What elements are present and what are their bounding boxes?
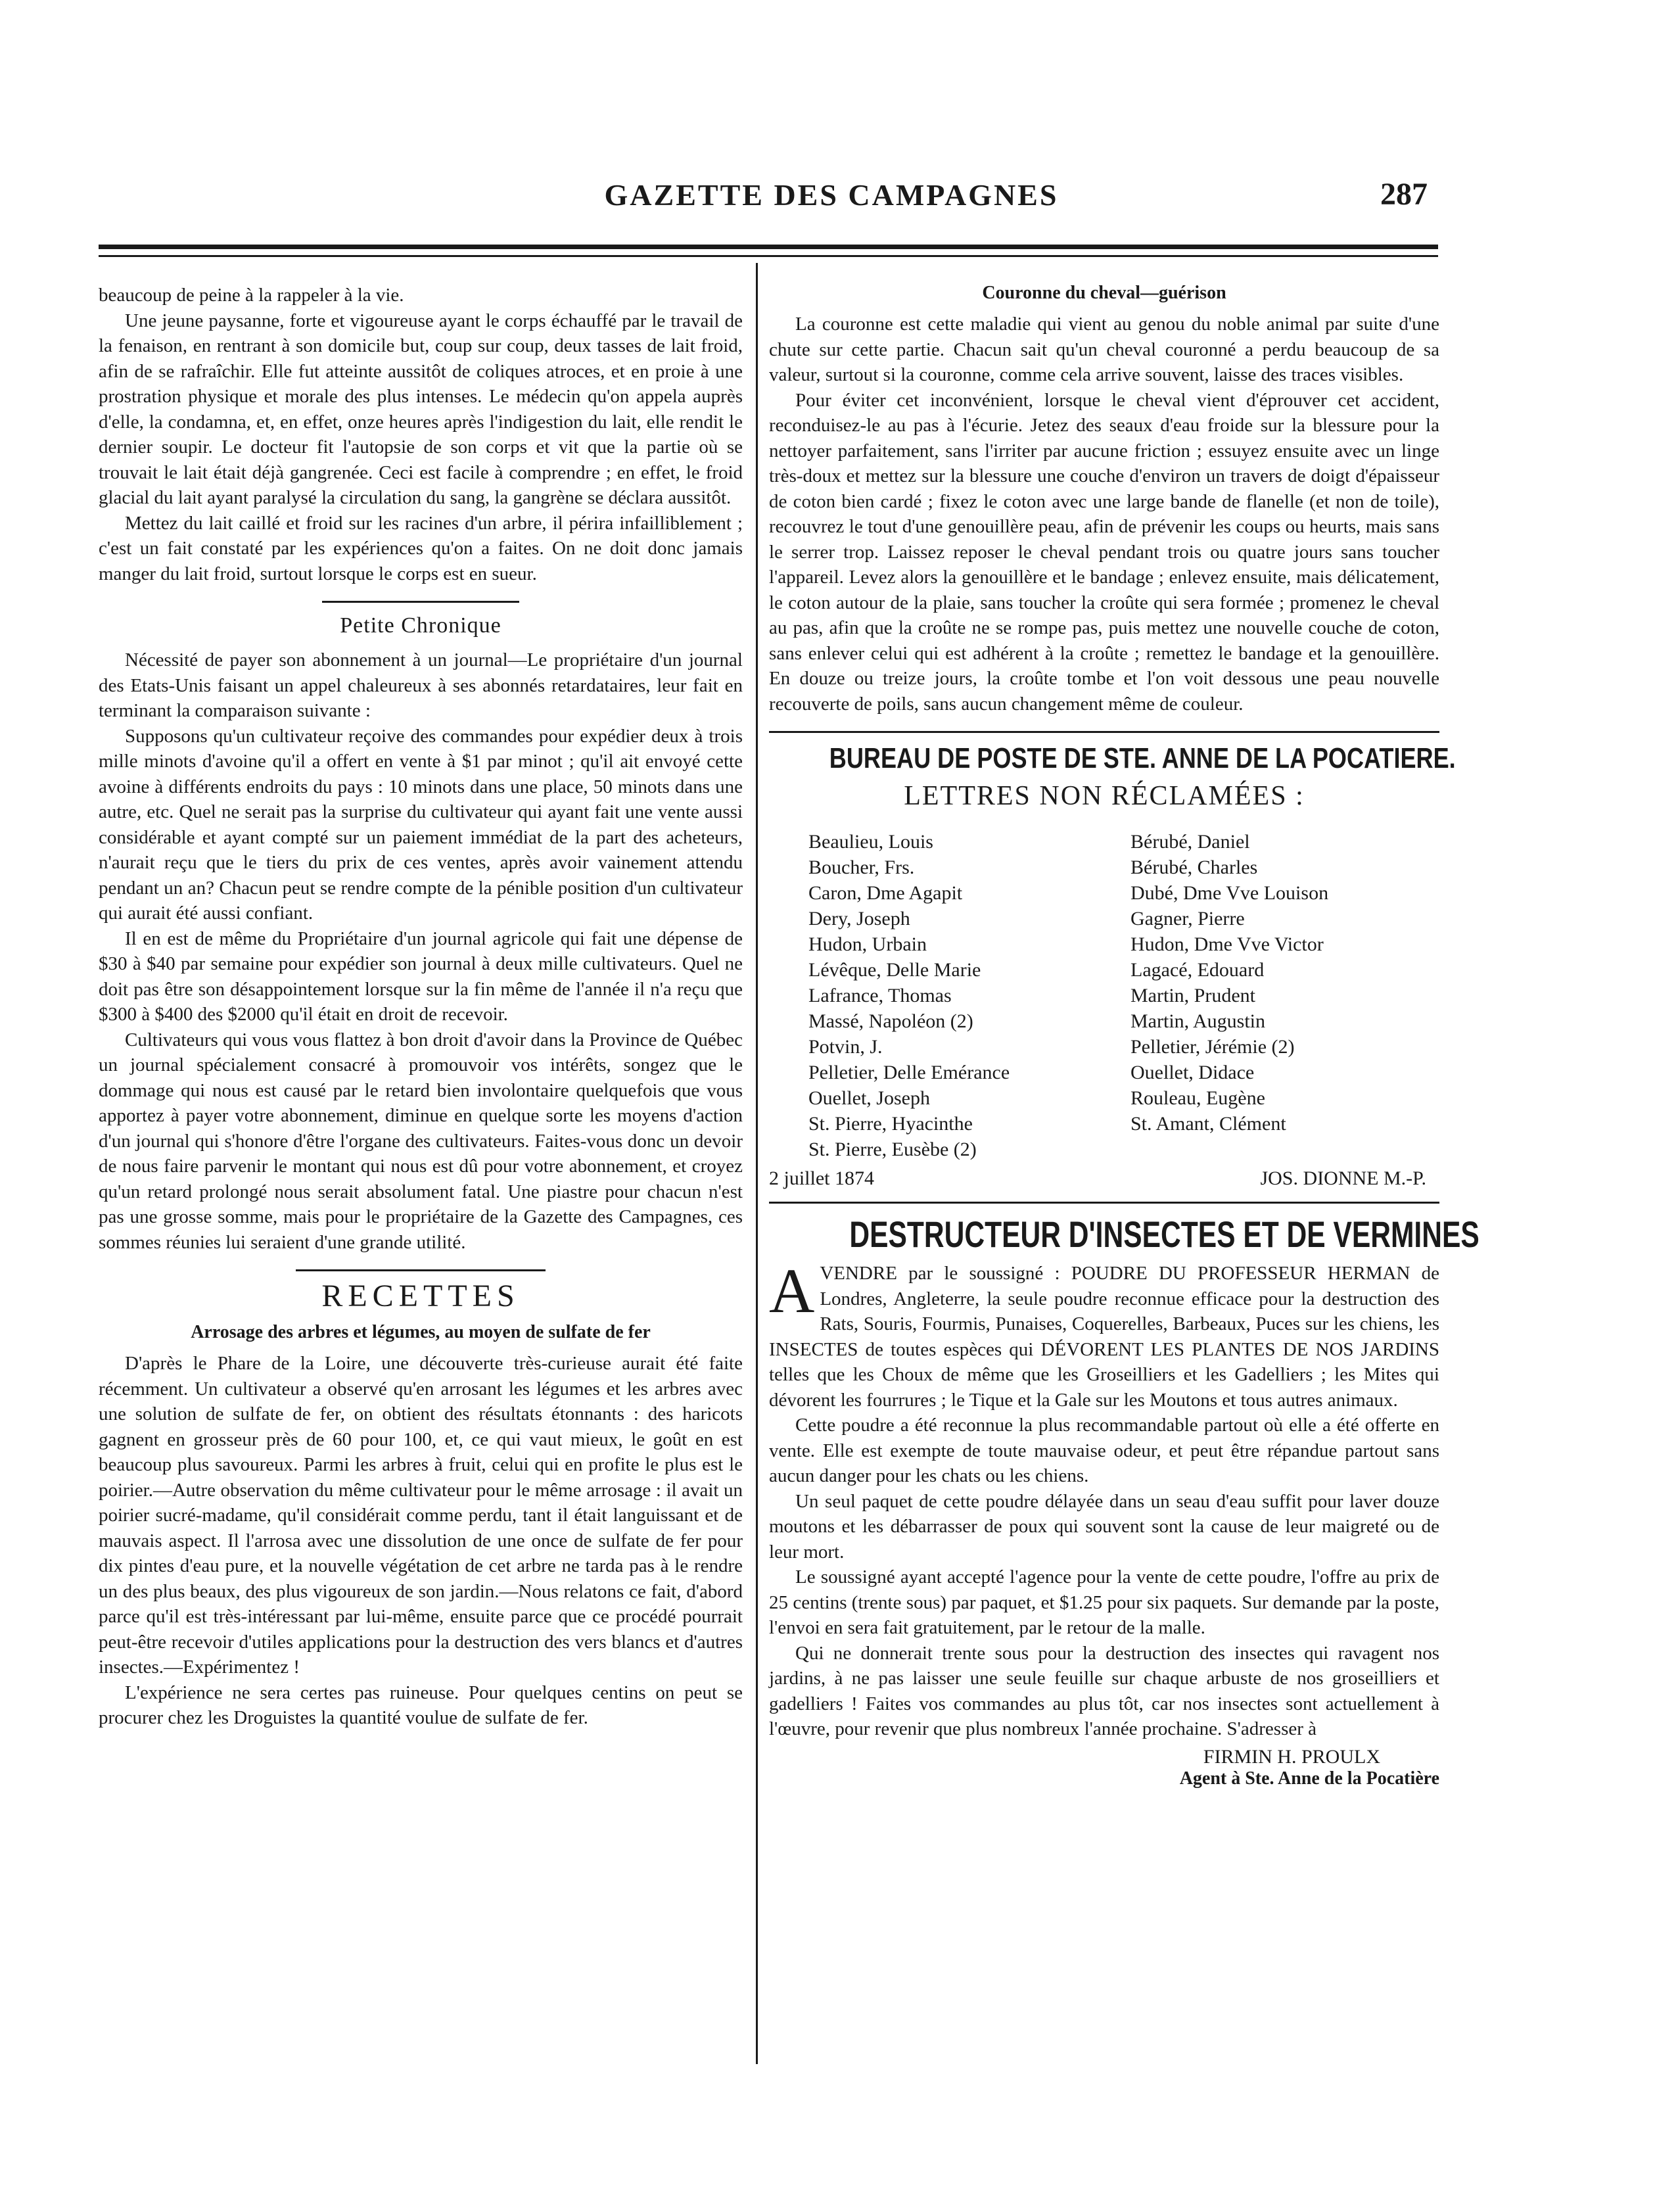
couronne-heading: Couronne du cheval—guérison (982, 283, 1226, 303)
unclaimed-letter-name: Lafrance, Thomas (808, 985, 952, 1006)
unclaimed-letter-name: St. Pierre, Hyacinthe (808, 1113, 973, 1135)
drop-cap: A (769, 1256, 815, 1326)
left-paragraph-3: Mettez du lait caillé et froid sur les racines d'un arbre, il périra infailliblement ; c'est un fait constaté par les expériences qu'on a faites. On ne doit donc jamais manger du lait froid, surtout lorsque le corps est en sueur. (99, 512, 743, 584)
column-divider (756, 263, 758, 2064)
recettes-subheading: Arrosage des arbres et légumes, au moyen de sulfate de fer (191, 1322, 651, 1342)
page-header-title: GAZETTE DES CAMPAGNES (604, 178, 1059, 212)
unclaimed-letter-name (1131, 1137, 1439, 1162)
unclaimed-letter-name: Martin, Prudent (1131, 985, 1255, 1006)
unclaimed-letter-name: Beaulieu, Louis (808, 831, 933, 853)
unclaimed-letter-name: Ouellet, Joseph (808, 1087, 930, 1109)
unclaimed-letter-name: Pelletier, Delle Emérance (808, 1062, 1010, 1083)
destructeur-paragraph-1 (769, 1256, 1439, 1413)
bureau-postmaster: JOS. DIONNE M.-P. (1260, 1167, 1426, 1189)
left-paragraph-1: beaucoup de peine à la rappeler à la vie. (99, 285, 404, 306)
header-rule-thin (99, 255, 1438, 257)
unclaimed-letter-name: Lagacé, Edouard (1131, 959, 1265, 981)
chronique-heading: Petite Chronique (340, 613, 501, 638)
unclaimed-letter-name: Bérubé, Daniel (1131, 831, 1250, 853)
destructeur-heading: DESTRUCTEUR D'INSECTES ET DE VERMINES (849, 1213, 1480, 1255)
chronique-paragraph-1: Nécessité de payer son abonnement à un journal—Le propriétaire d'un journal des Etats-Unis faisant un appel chaleureux à ses abonnés retardataires, leur fait en terminant la comparaison suivante : (99, 649, 743, 721)
lettres-heading: LETTRES NON RÉCLAMÉES : (904, 781, 1305, 811)
unclaimed-letter-name: Bérubé, Charles (1131, 857, 1258, 878)
bureau-signature-row (769, 1167, 1426, 1190)
destructeur-paragraph-2: Cette poudre a été reconnue la plus recommandable partout où elle a été offerte en vente. Elle est exempte de toute mauvaise odeur, et peut être répandue partout sans aucun danger pour les chats ou les chiens. (769, 1415, 1439, 1486)
unclaimed-letter-name: Massé, Napoléon (2) (808, 1010, 973, 1032)
unclaimed-letter-name: Dubé, Dme Vve Louison (1131, 882, 1329, 904)
chronique-paragraph-3: Il en est de même du Propriétaire d'un journal agricole qui fait une dépense de $30 à $40 par semaine pour expédier son journal à deux mille cultivateurs. Quel ne doit pas être son désappointement lorsque sur la fin même de l'année il n'a reçu que $300 à $400 des $2000 qu'il était en droit de recevoir. (99, 928, 743, 1025)
unclaimed-letter-name: Potvin, J. (808, 1036, 883, 1058)
recettes-paragraph-2: L'expérience ne sera certes pas ruineuse. Pour quelques centins on peut se procurer chez les Droguistes la quantité voulue de sulfate de fer. (99, 1682, 743, 1728)
chronique-paragraph-2: Supposons qu'un cultivateur reçoive des commandes pour expédier deux à trois mille minots d'avoine qu'il a offert en vente à $1 par minot ; qu'il ait envoyé cette avoine à différents endroits du pays : 10 minots dans une place, 50 minots dans une autre, etc. Quel ne serait pas la surprise du cultivateur qui ayant fait une vente aussi considérable et ayant compté sur un paiement immédiat de la part des acheteurs, n'aurait reçu que le tiers du prix de ces ventes, après avoir vainement attendu pendant un an? Chacun peut se rendre compte de la pénible position d'un cultivateur qui aurait été aussi confiant. (99, 725, 743, 924)
unclaimed-letter-name: St. Pierre, Eusèbe (2) (808, 1139, 977, 1160)
unclaimed-letter-name: Ouellet, Didace (1131, 1062, 1255, 1083)
unclaimed-letter-name: St. Amant, Clément (1131, 1113, 1286, 1135)
section-divider (322, 601, 519, 603)
bureau-heading: BUREAU DE POSTE DE STE. ANNE DE LA POCATIERE. (829, 742, 1456, 774)
unclaimed-letters-list (769, 829, 1439, 1162)
destructeur-paragraph-1-text: VENDRE par le soussigné : POUDRE DU PROFESSEUR HERMAN de Londres, Angleterre, la seule poudre reconnue efficace pour la destruction des Rats, Souris, Fourmis, Punaises, Coquerelles, Barbeaux, Puces sur les chiens, les INSECTES de toutes espèces qui DÉVORENT LES PLANTES DE NOS JARDINS telles que les Choux de même que les Groseilliers et les Gadelliers ; les Mites qui dévorent les fourrures ; le Tique et la Gale sur les Moutons et tous autres animaux. (769, 1263, 1439, 1411)
unclaimed-letter-name: Hudon, Dme Vve Victor (1131, 933, 1324, 955)
left-paragraph-2: Une jeune paysanne, forte et vigoureuse ayant le corps échauffé par le travail de la fenaison, en rentrant à son domicile but, coup sur coup, deux tasses de lait froid, afin de se rafraîchir. Elle fut atteinte aussitôt de coliques atroces, et en proie à une prostration physique et morale des plus intenses. Le médecin qu'on appela auprès d'elle, la condamna, et, en effet, onze heures après l'indigestion du lait, elle rendit le dernier soupir. Le docteur fit l'autopsie de son corps et vit que la partie où se trouvait le lait était déjà gangrenée. Ceci est facile à comprendre ; en effet, le froid glacial du lait ayant paralysé la circulation du sang, la gangrène se déclara aussitôt. (99, 310, 743, 508)
destructeur-signature: FIRMIN H. PROULX (1203, 1745, 1380, 1768)
section-divider (296, 1269, 546, 1271)
couronne-paragraph-2: Pour éviter cet inconvénient, lorsque le cheval vient d'éprouver cet accident, reconduisez-le au pas à l'écurie. Jetez des seaux d'eau froide sur la blessure pour la nettoyer parfaitement, sans l'irriter par aucune friction ; essuyez ensuite avec un linge très-doux et mettez sur la blessure une couche d'environ un travers de doigt d'épaisseur de coton bien cardé ; fixez le coton avec une large bande de flanelle (et non de toile), recouvrez le tout d'une genouillère peau, afin de prévenir les coups ou heurts, mais sans le serrer trop. Laissez reposer le cheval pendant trois ou quatre jours sans toucher l'appareil. Levez alors la genouillère et le bandage ; enlevez ensuite, mais délicatement, le coton autour de la plaie, sans toucher la croûte qui sera formée ; promenez le cheval au pas, afin que la croûte ne se rompe pas, puis mettez une nouvelle couche de coton, sans enlever celui qui est adhérent à la croûte ; remettez le bandage et la genouillère. En douze ou treize jours, la croûte tombe et l'on voit dessous une peau nouvelle recouverte de poils, sans aucun changement même de couleur. (769, 389, 1439, 715)
page-number: 287 (1380, 177, 1428, 212)
chronique-paragraph-4: Cultivateurs qui vous vous flattez à bon droit d'avoir dans la Province de Québec un journal spécialement consacré à promouvoir vos intérêts, songez que le dommage qui nous est causé par le retard bien involontaire quelquefois que vous apportez à payer votre abonnement, diminue en quelque sorte les moyens d'action d'un journal qui s'honore d'être l'organe des cultivateurs. Faites-vous donc un devoir de nous faire parvenir le montant qui nous est dû pour votre abonnement, et croyez qu'un retard prolongé nous serait absolument fatal. Une piastre pour chacun n'est pas une grosse somme, mais pour le propriétaire de la Gazette des Campagnes, ces sommes réunies lui seraient d'une grande utilité. (99, 1029, 743, 1253)
unclaimed-letter-name: Lévêque, Delle Marie (808, 959, 981, 981)
unclaimed-letter-name: Boucher, Frs. (808, 857, 915, 878)
recettes-heading: RECETTES (321, 1279, 520, 1313)
destructeur-paragraph-5: Qui ne donnerait trente sous pour la destruction des insectes qui ravagent nos jardins, à ne pas laisser une seule feuille sur chaque arbuste de nos groseilliers et gadelliers ! Faites vos commandes au plus tôt, car nos insectes sont actuellement à l'œuvre, pour revenir que plus nombreux l'année prochaine. S'adresser à (769, 1642, 1439, 1739)
unclaimed-letter-name: Gagner, Pierre (1131, 908, 1245, 930)
right-column (769, 283, 1480, 1789)
couronne-paragraph-1: La couronne est cette maladie qui vient au genou du noble animal par suite d'une chute sur cette partie. Chacun sait qu'un cheval couronné a perdu beaucoup de sa valeur, surtout si la couronne, comme cela arrive souvent, laisse des traces visibles. (769, 314, 1439, 385)
unclaimed-letter-name: Rouleau, Eugène (1131, 1087, 1265, 1109)
bureau-date: 2 juillet 1874 (769, 1167, 874, 1189)
destructeur-paragraph-4: Le soussigné ayant accepté l'agence pour la vente de cette poudre, l'offre au prix de 25 centins (trente sous) par paquet, et $1.25 pour six paquets. Sur demande par la poste, l'envoi en sera fait gratuitement, par le retour de la malle. (769, 1566, 1439, 1638)
recettes-paragraph-1: D'après le Phare de la Loire, une découverte très-curieuse aurait été faite récemment. Un cultivateur a observé qu'en arrosant les légumes et les arbres avec une solution de sulfate de fer, on obtient des résultats étonnants : des haricots gagnent en grosseur près de 60 pour 100, et, ce qui vaut mieux, le goût en est beaucoup plus savoureux. Parmi les arbres à fruit, celui qui en profite le plus est le poirier.—Autre observation du même cultivateur pour le même arrosage : il avait un poirier sucré-madame, qu'il considérait comme perdu, tant il était languissant et de mauvais aspect. Il l'arrosa avec une dissolution de une once de sulfate de fer pour dix pintes d'eau pure, et la nouvelle végétation de cet arbre ne tarda pas à le rendre un des plus beaux, des plus vigoureux de son jardin.—Nous relatons ce fait, d'abord parce qu'il est très-intéressant par lui-même, ensuite parce que ce procédé pourrait peut-être recevoir d'utiles applications pour la destruction des vers blancs et d'autres insectes.—Expérimentez ! (99, 1353, 743, 1678)
section-divider (769, 1202, 1439, 1204)
unclaimed-letter-name: Martin, Augustin (1131, 1010, 1266, 1032)
destructeur-agent: Agent à Ste. Anne de la Pocatière (1179, 1768, 1439, 1789)
left-column (99, 283, 743, 1731)
unclaimed-letter-name: Dery, Joseph (808, 908, 910, 930)
section-divider (769, 731, 1439, 733)
destructeur-paragraph-3: Un seul paquet de cette poudre délayée dans un seau d'eau suffit pour laver douze moutons et les débarrasser de poux qui souvent sont la cause de leur maigreté ou de leur mort. (769, 1490, 1439, 1563)
unclaimed-letter-name: Hudon, Urbain (808, 933, 927, 955)
header-rule (99, 245, 1438, 249)
unclaimed-letter-name: Pelletier, Jérémie (2) (1131, 1036, 1295, 1058)
unclaimed-letter-name: Caron, Dme Agapit (808, 882, 963, 904)
